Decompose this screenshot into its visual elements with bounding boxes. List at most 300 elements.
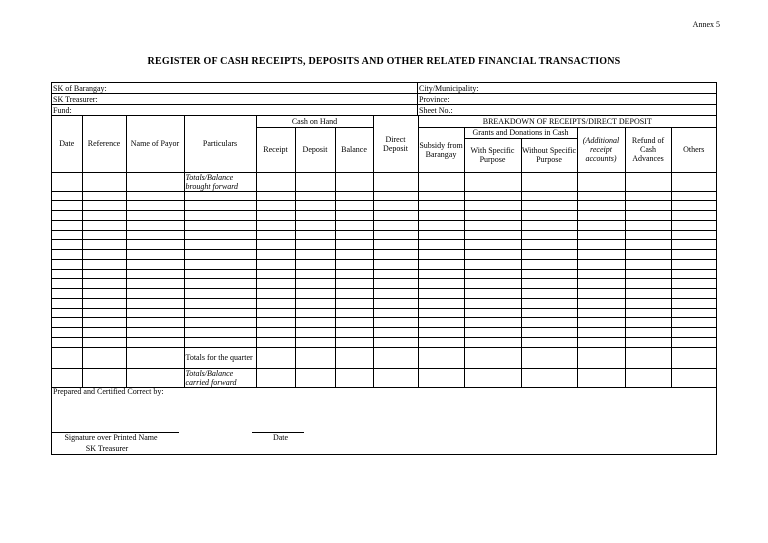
table-cell[interactable] xyxy=(577,211,625,221)
table-cell[interactable] xyxy=(418,172,464,191)
table-cell[interactable] xyxy=(625,289,671,299)
table-cell[interactable] xyxy=(295,298,335,308)
table-cell[interactable] xyxy=(184,191,256,201)
table-cell[interactable] xyxy=(335,328,373,338)
table-cell[interactable] xyxy=(52,250,82,260)
table-cell[interactable] xyxy=(521,230,577,240)
table-cell[interactable] xyxy=(184,259,256,269)
table-cell[interactable] xyxy=(256,298,295,308)
table-cell[interactable] xyxy=(82,328,126,338)
table-cell[interactable] xyxy=(295,172,335,191)
col-with-purpose: With Specific Purpose xyxy=(464,138,521,172)
table-row xyxy=(52,201,716,211)
table-cell[interactable] xyxy=(335,298,373,308)
table-cell[interactable] xyxy=(464,201,521,211)
table-cell[interactable] xyxy=(126,240,184,250)
table-cell[interactable] xyxy=(335,211,373,221)
table-cell[interactable] xyxy=(126,279,184,289)
table-row xyxy=(52,191,716,201)
table-cell[interactable] xyxy=(625,211,671,221)
table-cell[interactable] xyxy=(418,337,464,347)
col-grants: Grants and Donations in Cash xyxy=(464,127,577,138)
table-cell[interactable] xyxy=(418,191,464,201)
col-cash-on-hand: Cash on Hand xyxy=(256,116,373,127)
table-cell[interactable] xyxy=(671,318,716,328)
sk-treasurer-label: SK Treasurer xyxy=(85,444,129,453)
table-cell[interactable] xyxy=(671,191,716,201)
table-cell[interactable] xyxy=(52,279,82,289)
sheet-no-field[interactable]: Sheet No.: xyxy=(418,105,716,116)
table-row xyxy=(52,259,716,269)
table-cell[interactable] xyxy=(521,220,577,230)
table-cell[interactable] xyxy=(184,269,256,279)
sk-treasurer-field[interactable]: SK Treasurer: xyxy=(52,94,418,105)
table-row xyxy=(52,220,716,230)
table-cell[interactable] xyxy=(184,211,256,221)
table-cell[interactable] xyxy=(335,240,373,250)
table-cell[interactable] xyxy=(126,201,184,211)
page-title: REGISTER OF CASH RECEIPTS, DEPOSITS AND OTHER RELATED FINANCIAL TRANSACTIONS xyxy=(147,56,621,67)
table-cell[interactable] xyxy=(82,240,126,250)
table-cell[interactable] xyxy=(335,289,373,299)
table-cell[interactable] xyxy=(256,172,295,191)
table-cell[interactable] xyxy=(577,328,625,338)
table-cell[interactable] xyxy=(521,337,577,347)
sk-barangay-field[interactable]: SK of Barangay: xyxy=(52,83,418,94)
table-cell[interactable] xyxy=(52,259,82,269)
table-cell[interactable] xyxy=(671,279,716,289)
table-cell[interactable] xyxy=(671,328,716,338)
table-cell[interactable] xyxy=(126,318,184,328)
table-cell[interactable] xyxy=(184,328,256,338)
table-cell[interactable] xyxy=(625,201,671,211)
table-cell[interactable] xyxy=(464,347,521,368)
table-cell[interactable] xyxy=(126,230,184,240)
table-cell[interactable] xyxy=(256,259,295,269)
table-cell[interactable] xyxy=(52,347,82,368)
table-cell[interactable] xyxy=(625,230,671,240)
table-cell[interactable] xyxy=(625,220,671,230)
table-cell[interactable] xyxy=(577,220,625,230)
table-cell[interactable] xyxy=(418,240,464,250)
table-row xyxy=(52,337,716,347)
table-cell[interactable] xyxy=(52,308,82,318)
table-cell[interactable] xyxy=(373,250,418,260)
col-balance: Balance xyxy=(335,127,373,172)
table-cell[interactable] xyxy=(671,337,716,347)
table-cell[interactable] xyxy=(184,240,256,250)
table-cell[interactable] xyxy=(464,211,521,221)
table-cell[interactable] xyxy=(256,279,295,289)
table-row xyxy=(52,328,716,338)
table-cell[interactable] xyxy=(335,191,373,201)
province-field[interactable]: Province: xyxy=(418,94,716,105)
table-cell[interactable] xyxy=(577,191,625,201)
table-cell[interactable] xyxy=(82,250,126,260)
table-cell[interactable] xyxy=(577,269,625,279)
row-totals-quarter-label: Totals for the quarter xyxy=(184,347,256,368)
table-cell[interactable] xyxy=(625,191,671,201)
table-cell[interactable] xyxy=(295,289,335,299)
table-cell[interactable] xyxy=(577,172,625,191)
table-cell[interactable] xyxy=(418,318,464,328)
signature-label: Signature over Printed Name xyxy=(64,433,158,442)
table-cell[interactable] xyxy=(521,201,577,211)
table-cell[interactable] xyxy=(52,191,82,201)
table-cell[interactable] xyxy=(295,191,335,201)
table-cell[interactable] xyxy=(373,172,418,191)
table-cell[interactable] xyxy=(82,259,126,269)
table-cell[interactable] xyxy=(82,220,126,230)
table-cell[interactable] xyxy=(52,337,82,347)
table-cell[interactable] xyxy=(335,172,373,191)
table-cell[interactable] xyxy=(126,269,184,279)
table-cell[interactable] xyxy=(418,308,464,318)
col-without-purpose: Without Specific Purpose xyxy=(521,138,577,172)
table-cell[interactable] xyxy=(335,337,373,347)
table-cell[interactable] xyxy=(184,230,256,240)
table-cell[interactable] xyxy=(577,298,625,308)
table-cell[interactable] xyxy=(671,230,716,240)
table-cell[interactable] xyxy=(82,289,126,299)
table-cell[interactable] xyxy=(126,328,184,338)
table-cell[interactable] xyxy=(418,230,464,240)
table-cell[interactable] xyxy=(184,298,256,308)
table-cell[interactable] xyxy=(82,201,126,211)
table-cell[interactable] xyxy=(335,279,373,289)
table-cell[interactable] xyxy=(625,298,671,308)
table-cell[interactable] xyxy=(256,289,295,299)
table-cell[interactable] xyxy=(373,230,418,240)
table-cell[interactable] xyxy=(577,318,625,328)
table-cell[interactable] xyxy=(184,201,256,211)
table-cell[interactable] xyxy=(295,328,335,338)
table-cell[interactable] xyxy=(521,279,577,289)
table-cell[interactable] xyxy=(82,347,126,368)
table-cell[interactable] xyxy=(464,269,521,279)
table-cell[interactable] xyxy=(256,318,295,328)
table-cell[interactable] xyxy=(52,201,82,211)
table-cell[interactable] xyxy=(577,201,625,211)
table-cell[interactable] xyxy=(184,318,256,328)
table-cell[interactable] xyxy=(126,308,184,318)
table-cell[interactable] xyxy=(335,259,373,269)
table-row xyxy=(52,279,716,289)
table-cell[interactable] xyxy=(418,279,464,289)
table-cell[interactable] xyxy=(256,211,295,221)
table-cell[interactable] xyxy=(256,337,295,347)
table-cell[interactable] xyxy=(373,269,418,279)
table-cell[interactable] xyxy=(82,298,126,308)
col-particulars: Particulars xyxy=(184,116,256,172)
table-cell[interactable] xyxy=(126,220,184,230)
table-cell[interactable] xyxy=(295,230,335,240)
table-cell[interactable] xyxy=(52,172,82,191)
table-cell[interactable] xyxy=(126,347,184,368)
table-cell[interactable] xyxy=(418,201,464,211)
col-reference: Reference xyxy=(82,116,126,172)
table-cell[interactable] xyxy=(521,240,577,250)
table-cell[interactable] xyxy=(464,220,521,230)
table-cell[interactable] xyxy=(184,337,256,347)
table-cell[interactable] xyxy=(521,269,577,279)
table-cell[interactable] xyxy=(464,318,521,328)
col-breakdown: BREAKDOWN OF RECEIPTS/DIRECT DEPOSIT xyxy=(418,116,716,127)
table-cell[interactable] xyxy=(373,191,418,201)
table-cell[interactable] xyxy=(418,250,464,260)
table-cell[interactable] xyxy=(625,269,671,279)
table-cell[interactable] xyxy=(671,172,716,191)
table-cell[interactable] xyxy=(671,250,716,260)
col-date: Date xyxy=(52,116,82,172)
table-cell[interactable] xyxy=(256,201,295,211)
col-subsidy: Subsidy from Barangay xyxy=(418,127,464,172)
table-cell[interactable] xyxy=(625,259,671,269)
table-cell[interactable] xyxy=(464,298,521,308)
table-cell[interactable] xyxy=(82,191,126,201)
col-direct-deposit: Direct Deposit xyxy=(373,116,418,172)
col-deposit: Deposit xyxy=(295,127,335,172)
table-cell[interactable] xyxy=(418,298,464,308)
table-cell[interactable] xyxy=(184,308,256,318)
table-cell[interactable] xyxy=(126,172,184,191)
table-cell[interactable] xyxy=(335,220,373,230)
table-cell[interactable] xyxy=(295,259,335,269)
table-cell[interactable] xyxy=(418,289,464,299)
table-cell[interactable] xyxy=(464,289,521,299)
city-field[interactable]: City/Municipality: xyxy=(418,83,716,94)
table-cell[interactable] xyxy=(577,250,625,260)
table-cell[interactable] xyxy=(373,240,418,250)
col-receipt: Receipt xyxy=(256,127,295,172)
table-cell[interactable] xyxy=(625,347,671,368)
col-others: Others xyxy=(671,127,716,172)
table-cell[interactable] xyxy=(295,347,335,368)
table-cell[interactable] xyxy=(521,172,577,191)
table-cell[interactable] xyxy=(126,337,184,347)
table-cell[interactable] xyxy=(373,201,418,211)
table-cell[interactable] xyxy=(184,289,256,299)
table-cell[interactable] xyxy=(418,211,464,221)
table-cell[interactable] xyxy=(577,279,625,289)
annex-label: Annex 5 xyxy=(692,20,720,29)
table-cell[interactable] xyxy=(521,328,577,338)
col-refund: Refund of Cash Advances xyxy=(625,127,671,172)
table-cell[interactable] xyxy=(521,289,577,299)
table-cell[interactable] xyxy=(464,328,521,338)
table-cell[interactable] xyxy=(52,298,82,308)
table-cell[interactable] xyxy=(82,172,126,191)
table-cell[interactable] xyxy=(625,279,671,289)
table-row xyxy=(52,308,716,318)
row-brought-forward-label: Totals/Balance brought forward xyxy=(184,172,256,191)
table-cell[interactable] xyxy=(82,211,126,221)
table-cell[interactable] xyxy=(521,298,577,308)
table-cell[interactable] xyxy=(464,337,521,347)
table-cell[interactable] xyxy=(335,308,373,318)
table-cell[interactable] xyxy=(464,250,521,260)
table-cell[interactable] xyxy=(256,308,295,318)
table-cell[interactable] xyxy=(295,318,335,328)
table-cell[interactable] xyxy=(184,220,256,230)
table-cell[interactable] xyxy=(126,289,184,299)
table-cell[interactable] xyxy=(256,191,295,201)
table-cell[interactable] xyxy=(671,259,716,269)
table-cell[interactable] xyxy=(577,337,625,347)
table-cell[interactable] xyxy=(464,230,521,240)
certification-section xyxy=(52,385,716,454)
row-brought-forward xyxy=(52,172,716,191)
table-cell[interactable] xyxy=(256,328,295,338)
table-cell[interactable] xyxy=(256,220,295,230)
table-cell[interactable] xyxy=(464,259,521,269)
table-cell[interactable] xyxy=(335,318,373,328)
table-cell[interactable] xyxy=(577,240,625,250)
table-cell[interactable] xyxy=(373,220,418,230)
table-cell[interactable] xyxy=(521,211,577,221)
table-cell[interactable] xyxy=(521,347,577,368)
table-cell[interactable] xyxy=(256,230,295,240)
table-cell[interactable] xyxy=(335,230,373,240)
table-row xyxy=(52,298,716,308)
table-cell[interactable] xyxy=(295,337,335,347)
prepared-label: Prepared and Certified Correct by: xyxy=(53,387,164,396)
table-cell[interactable] xyxy=(373,347,418,368)
table-cell[interactable] xyxy=(671,298,716,308)
table-cell[interactable] xyxy=(82,279,126,289)
table-cell[interactable] xyxy=(295,250,335,260)
register-form xyxy=(51,82,717,455)
table-cell[interactable] xyxy=(335,269,373,279)
table-cell[interactable] xyxy=(52,289,82,299)
table-row xyxy=(52,269,716,279)
table-cell[interactable] xyxy=(625,308,671,318)
table-cell[interactable] xyxy=(295,308,335,318)
table-cell[interactable] xyxy=(625,328,671,338)
table-cell[interactable] xyxy=(52,240,82,250)
table-cell[interactable] xyxy=(577,289,625,299)
table-cell[interactable] xyxy=(82,337,126,347)
table-cell[interactable] xyxy=(464,279,521,289)
table-cell[interactable] xyxy=(335,250,373,260)
table-cell[interactable] xyxy=(671,211,716,221)
table-cell[interactable] xyxy=(521,250,577,260)
table-cell[interactable] xyxy=(256,250,295,260)
table-cell[interactable] xyxy=(671,201,716,211)
table-cell[interactable] xyxy=(295,201,335,211)
table-cell[interactable] xyxy=(521,191,577,201)
table-cell[interactable] xyxy=(82,230,126,240)
table-cell[interactable] xyxy=(671,347,716,368)
table-cell[interactable] xyxy=(126,211,184,221)
col-payor: Name of Payor xyxy=(126,116,184,172)
table-cell[interactable] xyxy=(577,308,625,318)
table-cell[interactable] xyxy=(671,308,716,318)
table-cell[interactable] xyxy=(418,269,464,279)
table-cell[interactable] xyxy=(184,250,256,260)
table-cell[interactable] xyxy=(295,279,335,289)
table-cell[interactable] xyxy=(126,191,184,201)
table-cell[interactable] xyxy=(418,347,464,368)
table-cell[interactable] xyxy=(126,298,184,308)
table-cell[interactable] xyxy=(625,250,671,260)
table-cell[interactable] xyxy=(373,259,418,269)
table-row xyxy=(52,211,716,221)
table-cell[interactable] xyxy=(256,269,295,279)
table-cell[interactable] xyxy=(577,259,625,269)
table-cell[interactable] xyxy=(671,269,716,279)
table-cell[interactable] xyxy=(671,220,716,230)
table-cell[interactable] xyxy=(373,211,418,221)
fund-field[interactable]: Fund: xyxy=(52,105,418,116)
table-cell[interactable] xyxy=(335,201,373,211)
table-cell[interactable] xyxy=(256,240,295,250)
table-cell[interactable] xyxy=(295,240,335,250)
table-row xyxy=(52,240,716,250)
table-cell[interactable] xyxy=(373,298,418,308)
table-cell[interactable] xyxy=(52,318,82,328)
table-cell[interactable] xyxy=(577,230,625,240)
table-cell[interactable] xyxy=(464,172,521,191)
table-cell[interactable] xyxy=(418,328,464,338)
table-cell[interactable] xyxy=(418,259,464,269)
table-cell[interactable] xyxy=(52,230,82,240)
table-cell[interactable] xyxy=(295,220,335,230)
table-cell[interactable] xyxy=(625,337,671,347)
table-cell[interactable] xyxy=(126,250,184,260)
table-cell[interactable] xyxy=(521,318,577,328)
table-cell[interactable] xyxy=(295,211,335,221)
table-cell[interactable] xyxy=(625,318,671,328)
date-label: Date xyxy=(272,433,289,442)
table-cell[interactable] xyxy=(256,347,295,368)
table-cell[interactable] xyxy=(671,289,716,299)
table-cell[interactable] xyxy=(464,240,521,250)
table-cell[interactable] xyxy=(671,240,716,250)
table-cell[interactable] xyxy=(52,328,82,338)
table-cell[interactable] xyxy=(82,308,126,318)
table-cell[interactable] xyxy=(464,191,521,201)
table-row xyxy=(52,318,716,328)
table-cell[interactable] xyxy=(52,269,82,279)
table-cell[interactable] xyxy=(373,289,418,299)
table-cell[interactable] xyxy=(82,318,126,328)
table-cell[interactable] xyxy=(373,337,418,347)
table-cell[interactable] xyxy=(521,308,577,318)
table-cell[interactable] xyxy=(577,347,625,368)
table-cell[interactable] xyxy=(373,328,418,338)
table-cell[interactable] xyxy=(625,240,671,250)
table-cell[interactable] xyxy=(295,269,335,279)
table-cell[interactable] xyxy=(373,318,418,328)
table-cell[interactable] xyxy=(126,259,184,269)
table-cell[interactable] xyxy=(521,259,577,269)
table-cell[interactable] xyxy=(184,279,256,289)
table-cell[interactable] xyxy=(464,308,521,318)
register-table xyxy=(52,116,716,388)
row-totals-quarter xyxy=(52,347,716,368)
table-cell[interactable] xyxy=(335,347,373,368)
table-cell[interactable] xyxy=(82,269,126,279)
table-cell[interactable] xyxy=(52,211,82,221)
table-row xyxy=(52,230,716,240)
col-additional: (Additional receipt accounts) xyxy=(577,127,625,172)
table-cell[interactable] xyxy=(418,220,464,230)
table-cell[interactable] xyxy=(373,308,418,318)
table-cell[interactable] xyxy=(373,279,418,289)
table-cell[interactable] xyxy=(625,172,671,191)
table-cell[interactable] xyxy=(52,220,82,230)
